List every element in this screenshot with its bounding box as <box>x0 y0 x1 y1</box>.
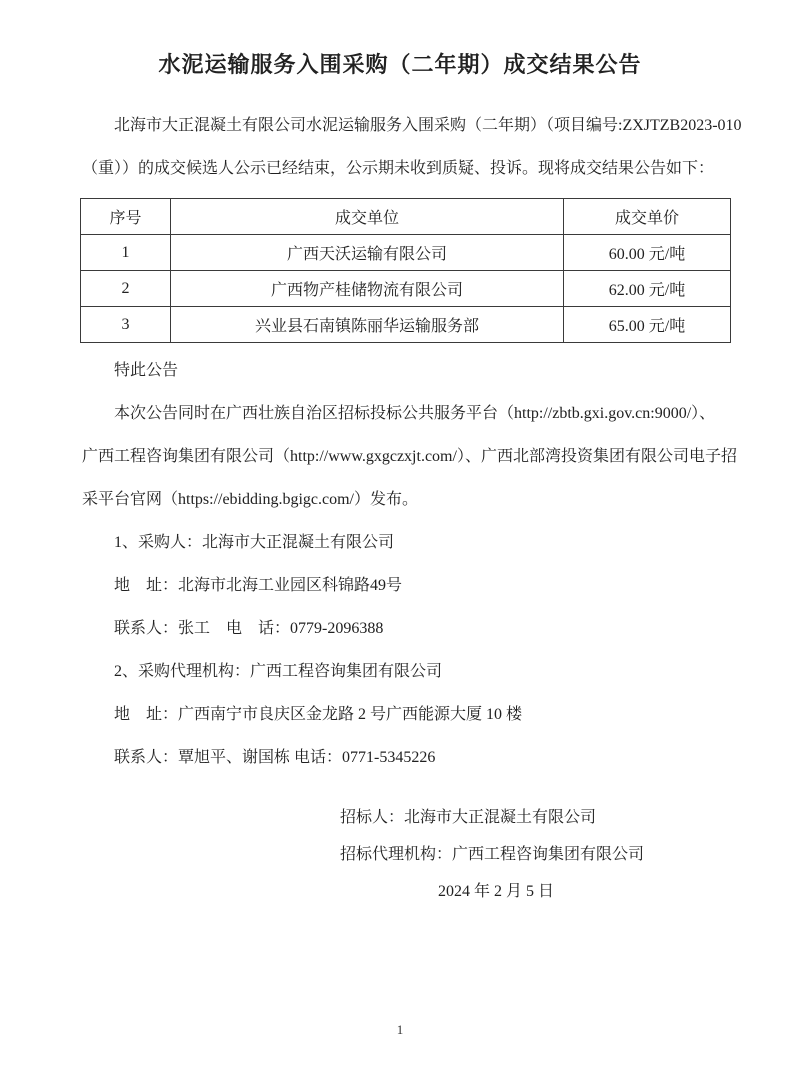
result-table <box>80 198 731 343</box>
signature-date: 2024 年 2 月 5 日 <box>437 883 554 900</box>
cell-no: 1 <box>81 235 171 271</box>
cell-price: 62.00 元/吨 <box>564 271 731 307</box>
agency-name-line: 2、采购代理机构：广西工程咨询集团有限公司 <box>114 663 443 680</box>
publish-line-2: 广西工程咨询集团有限公司（http://www.gxgczxjt.com/）、广西北部湾投资集团有限公司电子招 <box>82 448 737 465</box>
column-header-no: 序号 <box>81 199 171 235</box>
cell-no: 2 <box>81 271 171 307</box>
column-header-supplier: 成交单位 <box>171 199 564 235</box>
table-row <box>81 307 731 343</box>
cell-no: 3 <box>81 307 171 343</box>
page-number: 1 <box>396 1022 404 1037</box>
cell-supplier: 广西物产桂储物流有限公司 <box>171 271 564 307</box>
intro-line-2: （重））的成交候选人公示已经结束，公示期未收到质疑、投诉。现将成交结果公告如下： <box>82 160 715 177</box>
cell-price: 65.00 元/吨 <box>564 307 731 343</box>
notice-line: 特此公告 <box>114 362 179 379</box>
agency-address-line: 地 址：广西南宁市良庆区金龙路 2 号广西能源大厦 10 楼 <box>114 706 523 723</box>
cell-supplier: 广西天沃运输有限公司 <box>171 235 564 271</box>
intro-paragraph <box>82 104 760 190</box>
purchaser-address-line: 地 址：北海市北海工业园区科锦路49号 <box>114 577 403 594</box>
table-header-row <box>81 199 731 235</box>
table-row <box>81 235 731 271</box>
purchaser-contact-line: 联系人：张工 电 话：0779-2096388 <box>114 620 384 637</box>
cell-price: 60.00 元/吨 <box>564 235 731 271</box>
signature-agency-line: 招标代理机构：广西工程咨询集团有限公司 <box>340 846 645 863</box>
publish-line-3: 采平台官网（https://ebidding.bgigc.com/）发布。 <box>82 491 418 508</box>
column-header-price: 成交单价 <box>564 199 731 235</box>
body-text <box>82 349 760 779</box>
document-title: 水泥运输服务入围采购（二年期）成交结果公告 <box>158 52 642 77</box>
intro-line-1: 北海市大正混凝土有限公司水泥运输服务入围采购（二年期）（项目编号:ZXJTZB2023-010 <box>114 117 742 134</box>
cell-supplier: 兴业县石南镇陈丽华运输服务部 <box>171 307 564 343</box>
publish-line-1: 本次公告同时在广西壮族自治区招标投标公共服务平台（http://zbtb.gxi.gov.cn:9000/）、 <box>114 405 716 422</box>
table-row <box>81 271 731 307</box>
signature-bidder-line: 招标人：北海市大正混凝土有限公司 <box>340 809 597 826</box>
agency-contact-line: 联系人：覃旭平、谢国栋 电话：0771-5345226 <box>114 749 436 766</box>
signature-block <box>340 799 652 910</box>
purchaser-name-line: 1、采购人：北海市大正混凝土有限公司 <box>114 534 395 551</box>
